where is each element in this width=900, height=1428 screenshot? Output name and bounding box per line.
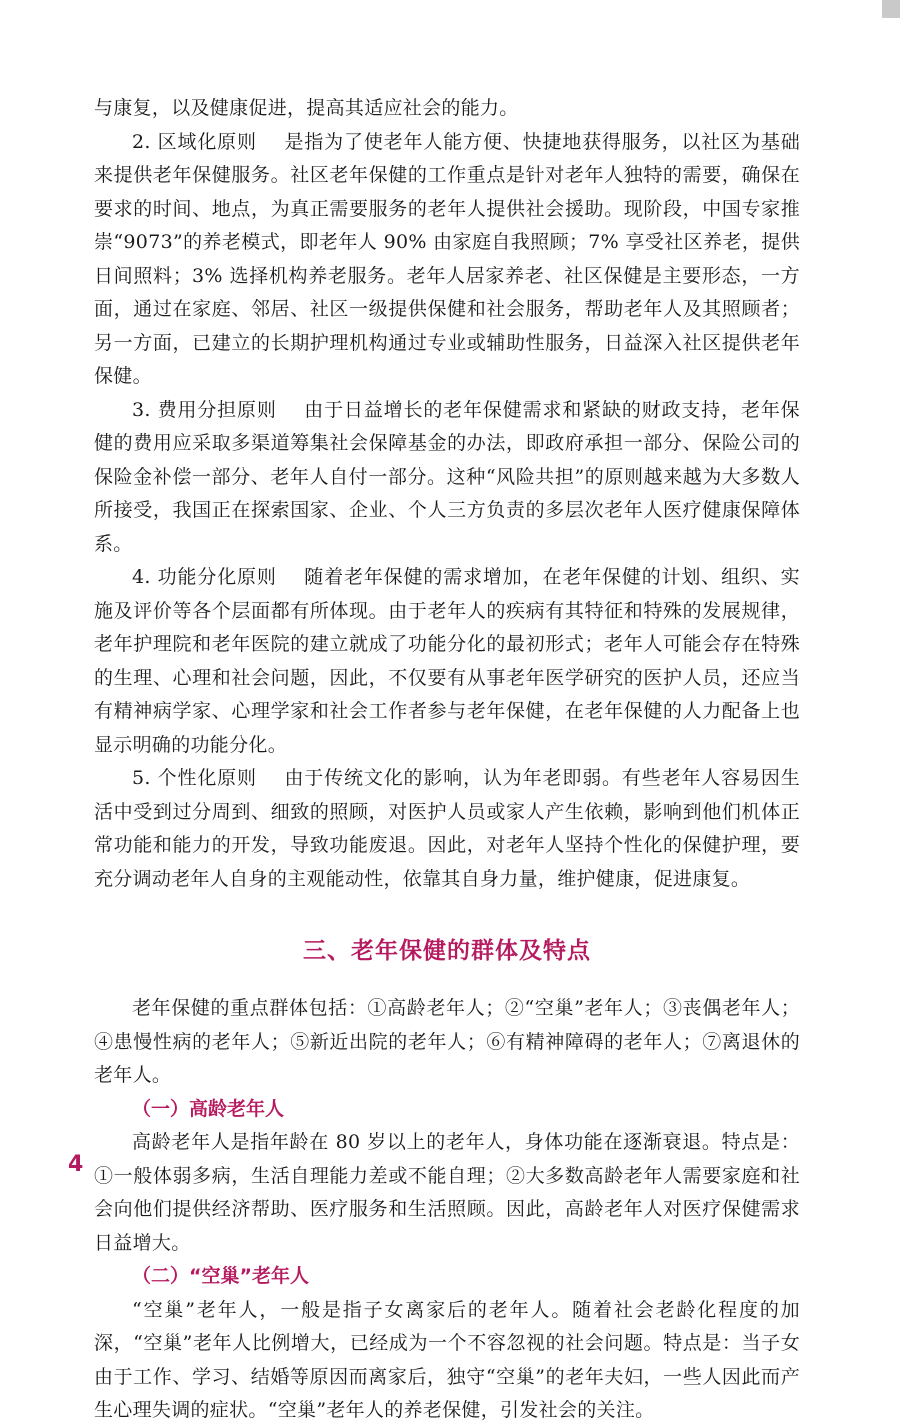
paragraph-lead: 3. 费用分担原则 [132, 398, 277, 421]
paragraph-principle-regional [94, 126, 800, 394]
paragraph-lead: 2. 区域化原则 [132, 130, 257, 153]
paragraph-empty-nest: “空巢”老年人，一般是指子女离家后的老年人。随着社会老龄化程度的加深，“空巢”老年人比例增大，已经成为一个不容忽视的社会问题。特点是：当子女由于工作、学习、结婚等原因而离家后，独守“空巢”的老年夫妇，一些人因此而产生心理失调的症状。“空巢”老年人的养老保健，引发社会的关注。 [94, 1298, 800, 1421]
paragraph-text: 与康复，以及健康促进，提高其适应社会的能力。 [94, 97, 519, 119]
paragraph-intro: 老年保健的重点群体包括：①高龄老年人；②“空巢”老年人；③丧偶老年人；④患慢性病的老年人；⑤新近出院的老年人；⑥有精神障碍的老年人；⑦离退休的老年人。 [94, 997, 800, 1086]
page-number: 4 [68, 1152, 84, 1177]
page-content [94, 92, 800, 1428]
subsection-title-advanced-age: （一）高龄老年人 [132, 1097, 285, 1120]
paragraph-lead: 4. 功能分化原则 [132, 566, 277, 588]
paragraph-principle-personalized [94, 762, 800, 896]
corner-mark [882, 0, 900, 18]
paragraph-text: 随着老年保健的需求增加，在老年保健的计划、组织、实施及评价等各个层面都有所体现。由于老年人的疾病有其特征和特殊的发展规律，老年护理院和老年医院的建立就成了功能分化的最初形式；老年人可能会存在特殊的生理、心理和社会问题，因此，不仅要有从事老年医学研究的医护人员，还应当有精神病学家、心理学家和社会工作者参与老年保健，在老年保健的人力配备上也显示明确的功能分化。 [94, 566, 800, 756]
section-title: 三、老年保健的群体及特点 [303, 938, 591, 964]
subsection-title-empty-nest: （二）“空巢”老年人 [132, 1265, 309, 1287]
paragraph-text: 由于传统文化的影响，认为年老即弱。有些老年人容易因生活中受到过分周到、细致的照顾，对医护人员或家人产生依赖，影响到他们机体正常功能和能力的开发，导致功能废退。因此，对老年人坚持个性化的保健护理，要充分调动老年人自身的主观能动性，依靠其自身力量，维护健康，促进康复。 [94, 767, 800, 890]
paragraph-continuation [94, 92, 800, 126]
paragraph-lead: 5. 个性化原则 [132, 767, 257, 789]
paragraph-principle-functional [94, 561, 800, 762]
paragraph-text: 由于日益增长的老年保健需求和紧缺的财政支持，老年保健的费用应采取多渠道筹集社会保障基金的办法，即政府承担一部分、保险公司的保险金补偿一部分、老年人自付一部分。这种“风险共担”的原则越来越为大多数人所接受，我国正在探索国家、企业、个人三方负责的多层次老年人医疗健康保障体系。 [94, 398, 800, 555]
paragraph-principle-cost-sharing [94, 394, 800, 562]
paragraph-text: 是指为了使老年人能方便、快捷地获得服务，以社区为基础来提供老年保健服务。社区老年保健的工作重点是针对老年人独特的需要，确保在要求的时间、地点，为真正需要服务的老年人提供社会援助。现阶段，中国专家推崇“9073”的养老模式，即老年人 90% 由家庭自我照顾；7% 享受社区养老，提供日间照料；3% 选择机构养老服务。老年人居家养老、社区保健是主要形态，一方面，通过在家庭、邻居、社区一级提供保健和社会服务，帮助老年人及其照顾者；另一方面，已建立的长期护理机构通过专业或辅助性服务，日益深入社区提供老年保健。 [94, 130, 800, 387]
paragraph-advanced-age: 高龄老年人是指年龄在 80 岁以上的老年人，身体功能在逐渐衰退。特点是：①一般体弱多病，生活自理能力差或不能自理；②大多数高龄老年人需要家庭和社会向他们提供经济帮助、医疗服务和生活照顾。因此，高龄老年人对医疗保健需求日益增大。 [94, 1131, 800, 1254]
